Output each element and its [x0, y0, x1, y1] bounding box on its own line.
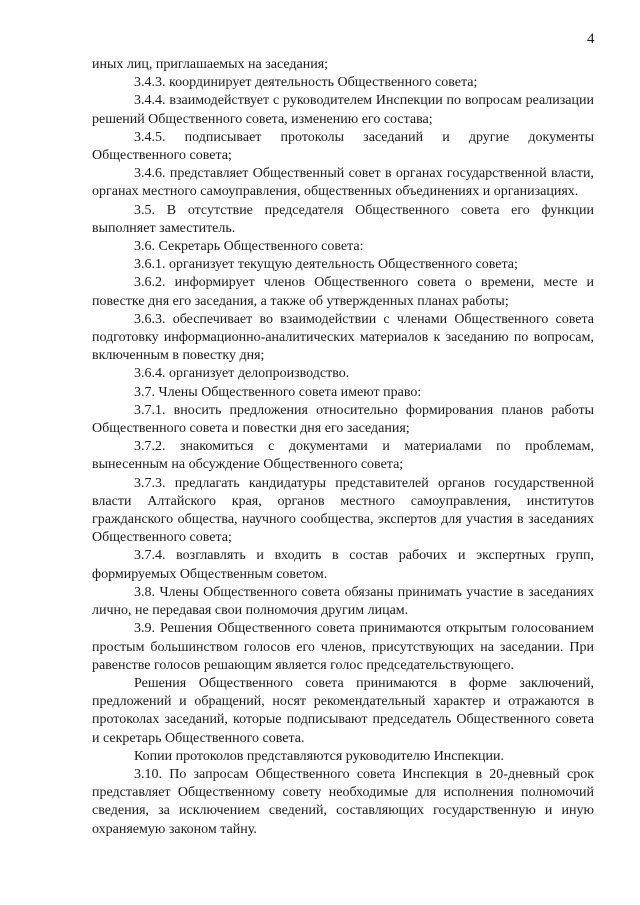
- page-number: 4: [587, 31, 595, 47]
- paragraph: 3.7. Члены Общественного совета имеют право:: [134, 384, 422, 400]
- paragraph: 3.6.4. организует делопроизводство.: [134, 366, 350, 382]
- paragraph: 3.4.4. взаимодействует с руководителем Инспекции по вопросам реализации решений Общественного совета, изменению его состава;: [92, 93, 594, 127]
- paragraph: 3.7.2. знакомиться с документами и материалами по проблемам, вынесенным на обсуждение Общественного совета;: [92, 439, 594, 473]
- document-body: [92, 56, 594, 839]
- paragraph: 3.6.2. информирует членов Общественного совета о времени, месте и повестке дня его заседания, а также об утвержденных планах работы;: [92, 275, 594, 309]
- paragraph: Решения Общественного совета принимаются в форме заключений, предложений и обращений, носят рекомендательный характер и отражаются в протоколах заседаний, которые подписывают председатель Общественного совета и секретарь Общественного совета.: [92, 675, 594, 746]
- paragraph: 3.6.3. обеспечивает во взаимодействии с членами Общественного совета подготовку информационно-аналитических материалов к заседанию по вопросам, включенным в повестку дня;: [92, 311, 594, 364]
- paragraph: Копии протоколов представляются руководителю Инспекции.: [134, 748, 505, 764]
- paragraph: 3.4.6. представляет Общественный совет в органах государственной власти, органах местного самоуправления, общественных объединениях и организациях.: [92, 166, 594, 200]
- paragraph: 3.4.5. подписывает протоколы заседаний и другие документы Общественного совета;: [92, 129, 594, 164]
- paragraph: 3.9. Решения Общественного совета принимаются открытым голосованием простым большинством голосов его членов, присутствующих на заседании. При равенстве голосов решающим является голос председательствующего.: [92, 621, 594, 673]
- paragraph: 3.4.3. координирует деятельность Общественного совета;: [134, 75, 478, 91]
- paragraph: 3.10. По запросам Общественного совета Инспекция в 20-дневный срок представляет Общественному совету необходимые для исполнения полномочий сведения, за исключением сведений, составляющих государственную и иную охраняемую законом тайну.: [92, 766, 594, 837]
- paragraph: 3.6. Секретарь Общественного совета:: [134, 239, 364, 255]
- paragraph: 3.6.1. организует текущую деятельность Общественного совета;: [134, 257, 518, 273]
- paragraph: 3.7.1. вносить предложения относительно формирования планов работы Общественного совета и повестки дня его заседания;: [92, 402, 594, 437]
- paragraph: иных лиц, приглашаемых на заседания;: [92, 57, 329, 72]
- paragraph: 3.7.3. предлагать кандидатуры представителей органов государственной власти Алтайского края, органов местного самоуправления, институтов гражданского общества, научного сообщества, экспертов для участия в заседаниях Общественного совета;: [92, 475, 594, 546]
- paragraph: 3.5. В отсутствие председателя Общественного совета его функции выполняет заместитель.: [92, 202, 594, 236]
- paragraph: 3.7.4. возглавлять и входить в состав рабочих и экспертных групп, формируемых Общественным советом.: [92, 548, 594, 582]
- paragraph: 3.8. Члены Общественного совета обязаны принимать участие в заседаниях лично, не передавая свои полномочия другим лицам.: [92, 584, 594, 619]
